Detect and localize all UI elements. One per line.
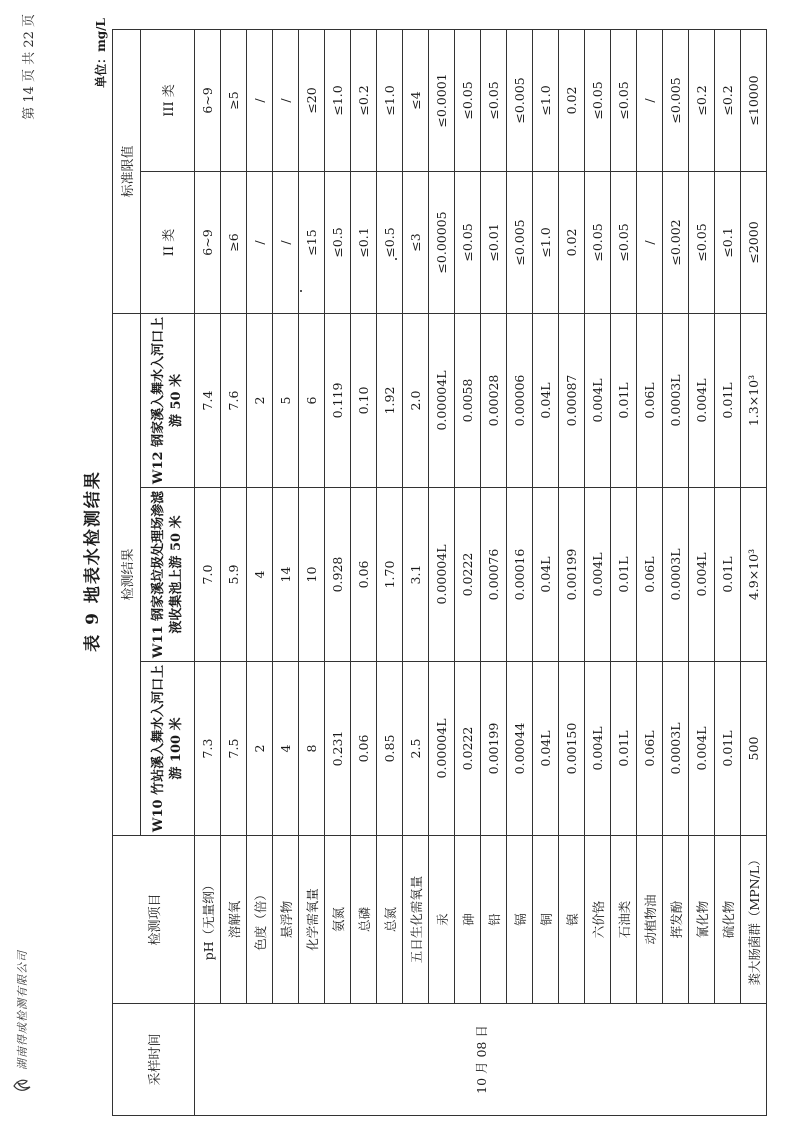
limit-class-iii: / bbox=[273, 29, 299, 171]
value-w12: 0.00087 bbox=[559, 313, 585, 487]
value-w11: 0.01L bbox=[715, 488, 741, 662]
limit-class-iii: ≤0.005 bbox=[663, 29, 689, 171]
value-w12: 1.3×10³ bbox=[741, 313, 767, 487]
item-name: 总磷 bbox=[351, 836, 377, 1004]
value-w12: 0.119 bbox=[325, 313, 351, 487]
limit-class-ii: ≤2000 bbox=[741, 171, 767, 313]
limit-class-iii: ≤0.2 bbox=[689, 29, 715, 171]
value-w10: 2.5 bbox=[403, 662, 429, 836]
value-w10: 0.00004L bbox=[429, 662, 455, 836]
table-row bbox=[455, 29, 481, 1115]
table-row bbox=[559, 29, 585, 1115]
limit-class-iii: ≤20 bbox=[299, 29, 325, 171]
value-w10: 8 bbox=[299, 662, 325, 836]
limit-class-ii: / bbox=[637, 171, 663, 313]
scan-speck bbox=[395, 258, 397, 260]
location-w10-header: W10 竹站溪入舞水入河口上游 100 米 bbox=[141, 662, 195, 836]
value-w10: 0.01L bbox=[611, 662, 637, 836]
table-row bbox=[299, 29, 325, 1115]
item-name: 砷 bbox=[455, 836, 481, 1004]
limit-class-ii: / bbox=[273, 171, 299, 313]
table-row bbox=[741, 29, 767, 1115]
value-w10: 0.06 bbox=[351, 662, 377, 836]
col-limits-header: 标准限值 bbox=[113, 29, 141, 313]
value-w11: 0.06 bbox=[351, 488, 377, 662]
table-title: 表 9 地表水检测结果 bbox=[83, 470, 103, 652]
value-w10: 0.004L bbox=[585, 662, 611, 836]
item-name: 六价铬 bbox=[585, 836, 611, 1004]
limit-class-iii: ≥5 bbox=[221, 29, 247, 171]
class-ii-header: II 类 bbox=[141, 171, 195, 313]
limit-class-iii: 0.02 bbox=[559, 29, 585, 171]
value-w11: 7.0 bbox=[195, 488, 221, 662]
value-w12: 7.4 bbox=[195, 313, 221, 487]
value-w11: 0.928 bbox=[325, 488, 351, 662]
item-name: 铅 bbox=[481, 836, 507, 1004]
limit-class-ii: ≤1.0 bbox=[533, 171, 559, 313]
value-w12: 2.0 bbox=[403, 313, 429, 487]
value-w11: 4.9×10³ bbox=[741, 488, 767, 662]
value-w12: 0.04L bbox=[533, 313, 559, 487]
limit-class-ii: ≤0.05 bbox=[689, 171, 715, 313]
limit-class-ii: 6~9 bbox=[195, 171, 221, 313]
company-name: 湖南得成检测有限公司 bbox=[16, 950, 29, 1070]
value-w12: 1.92 bbox=[377, 313, 403, 487]
item-name: 汞 bbox=[429, 836, 455, 1004]
scan-speck bbox=[300, 290, 302, 292]
value-w12: 0.00028 bbox=[481, 313, 507, 487]
limit-class-ii: ≤0.01 bbox=[481, 171, 507, 313]
limit-class-ii: ≤15 bbox=[299, 171, 325, 313]
value-w12: 2 bbox=[247, 313, 273, 487]
value-w11: 0.00016 bbox=[507, 488, 533, 662]
table-row bbox=[377, 29, 403, 1115]
value-w10: 7.5 bbox=[221, 662, 247, 836]
value-w12: 0.00004L bbox=[429, 313, 455, 487]
value-w10: 2 bbox=[247, 662, 273, 836]
company-header bbox=[12, 950, 32, 1096]
value-w10: 0.85 bbox=[377, 662, 403, 836]
value-w10: 4 bbox=[273, 662, 299, 836]
value-w11: 14 bbox=[273, 488, 299, 662]
class-iii-header: III 类 bbox=[141, 29, 195, 171]
table-row bbox=[325, 29, 351, 1115]
limit-class-iii: / bbox=[637, 29, 663, 171]
limit-class-iii: ≤1.0 bbox=[377, 29, 403, 171]
water-results-table bbox=[112, 29, 767, 1116]
value-w10: 0.0003L bbox=[663, 662, 689, 836]
value-w10: 0.00044 bbox=[507, 662, 533, 836]
limit-class-ii: ≤0.005 bbox=[507, 171, 533, 313]
item-name: 动植物油 bbox=[637, 836, 663, 1004]
limit-class-ii: ≤0.5 bbox=[325, 171, 351, 313]
table-row bbox=[429, 29, 455, 1115]
limit-class-ii: 0.02 bbox=[559, 171, 585, 313]
value-w12: 6 bbox=[299, 313, 325, 487]
table-row bbox=[351, 29, 377, 1115]
value-w10: 0.00150 bbox=[559, 662, 585, 836]
limit-class-ii: ≤0.5 bbox=[377, 171, 403, 313]
limit-class-iii: ≤1.0 bbox=[533, 29, 559, 171]
limit-class-iii: ≤0.05 bbox=[585, 29, 611, 171]
limit-class-ii: / bbox=[247, 171, 273, 313]
limit-class-ii: ≤0.002 bbox=[663, 171, 689, 313]
item-name: 粪大肠菌群（MPN/L） bbox=[741, 836, 767, 1004]
limit-class-iii: 6~9 bbox=[195, 29, 221, 171]
table-body bbox=[195, 29, 767, 1115]
item-name: 溶解氧 bbox=[221, 836, 247, 1004]
value-w12: 0.004L bbox=[585, 313, 611, 487]
value-w11: 3.1 bbox=[403, 488, 429, 662]
limit-class-ii: ≤0.1 bbox=[351, 171, 377, 313]
col-item-header: 检测项目 bbox=[113, 836, 195, 1004]
limit-class-iii: ≤0.2 bbox=[715, 29, 741, 171]
value-w12: 0.01L bbox=[611, 313, 637, 487]
value-w10: 0.06L bbox=[637, 662, 663, 836]
limit-class-iii: ≤4 bbox=[403, 29, 429, 171]
value-w12: 0.0003L bbox=[663, 313, 689, 487]
limit-class-ii: ≤3 bbox=[403, 171, 429, 313]
table-row bbox=[533, 29, 559, 1115]
limit-class-iii: ≤0.05 bbox=[611, 29, 637, 171]
value-w10: 0.0222 bbox=[455, 662, 481, 836]
limit-class-iii: ≤10000 bbox=[741, 29, 767, 171]
value-w12: 5 bbox=[273, 313, 299, 487]
item-name: 镉 bbox=[507, 836, 533, 1004]
table-row bbox=[637, 29, 663, 1115]
item-name: 石油类 bbox=[611, 836, 637, 1004]
value-w12: 0.06L bbox=[637, 313, 663, 487]
limit-class-iii: ≤0.05 bbox=[481, 29, 507, 171]
value-w11: 0.0222 bbox=[455, 488, 481, 662]
item-name: 化学需氧量 bbox=[299, 836, 325, 1004]
value-w10: 0.231 bbox=[325, 662, 351, 836]
limit-class-iii: ≤0.05 bbox=[455, 29, 481, 171]
value-w11: 0.01L bbox=[611, 488, 637, 662]
col-results-header: 检测结果 bbox=[113, 313, 141, 835]
table-row bbox=[611, 29, 637, 1115]
limit-class-iii: ≤1.0 bbox=[325, 29, 351, 171]
item-name: 悬浮物 bbox=[273, 836, 299, 1004]
table-row bbox=[715, 29, 741, 1115]
value-w11: 10 bbox=[299, 488, 325, 662]
table-row bbox=[663, 29, 689, 1115]
value-w11: 4 bbox=[247, 488, 273, 662]
value-w11: 1.70 bbox=[377, 488, 403, 662]
limit-class-ii: ≤0.05 bbox=[585, 171, 611, 313]
unit-label: 单位：mg/L bbox=[94, 18, 108, 88]
table-row bbox=[481, 29, 507, 1115]
page-number: 第 14 页 共 22 页 bbox=[22, 14, 37, 120]
item-name: 氨氮 bbox=[325, 836, 351, 1004]
table-row bbox=[507, 29, 533, 1115]
value-w12: 0.004L bbox=[689, 313, 715, 487]
location-w11-header: W11 钢家溪垃圾处理场渗滤液收集池上游 50 米 bbox=[141, 488, 195, 662]
value-w12: 7.6 bbox=[221, 313, 247, 487]
value-w12: 0.00006 bbox=[507, 313, 533, 487]
value-w11: 0.00076 bbox=[481, 488, 507, 662]
item-name: 硫化物 bbox=[715, 836, 741, 1004]
value-w12: 0.01L bbox=[715, 313, 741, 487]
value-w10: 7.3 bbox=[195, 662, 221, 836]
location-w12-header: W12 钢家溪入舞水入河口上游 50 米 bbox=[141, 313, 195, 487]
value-w10: 0.01L bbox=[715, 662, 741, 836]
table-row bbox=[221, 29, 247, 1115]
sampling-date: 10 月 08 日 bbox=[195, 1004, 767, 1116]
limit-class-ii: ≤0.05 bbox=[611, 171, 637, 313]
item-name: 镍 bbox=[559, 836, 585, 1004]
limit-class-ii: ≤0.05 bbox=[455, 171, 481, 313]
item-name: pH（无量纲） bbox=[195, 836, 221, 1004]
value-w11: 0.004L bbox=[585, 488, 611, 662]
table-row bbox=[273, 29, 299, 1115]
table-row bbox=[247, 29, 273, 1115]
item-name: 五日生化需氧量 bbox=[403, 836, 429, 1004]
table-row bbox=[195, 29, 221, 1115]
company-logo-icon bbox=[12, 1076, 32, 1096]
limit-class-iii: ≤0.0001 bbox=[429, 29, 455, 171]
value-w10: 0.004L bbox=[689, 662, 715, 836]
value-w10: 0.00199 bbox=[481, 662, 507, 836]
item-name: 氰化物 bbox=[689, 836, 715, 1004]
value-w11: 5.9 bbox=[221, 488, 247, 662]
value-w11: 0.004L bbox=[689, 488, 715, 662]
item-name: 挥发酚 bbox=[663, 836, 689, 1004]
limit-class-iii: ≤0.005 bbox=[507, 29, 533, 171]
value-w11: 0.06L bbox=[637, 488, 663, 662]
value-w11: 0.00199 bbox=[559, 488, 585, 662]
item-name: 总氮 bbox=[377, 836, 403, 1004]
value-w12: 0.0058 bbox=[455, 313, 481, 487]
col-sampling-time-header: 采样时间 bbox=[113, 1004, 195, 1116]
item-name: 铜 bbox=[533, 836, 559, 1004]
limit-class-ii: ≥6 bbox=[221, 171, 247, 313]
value-w12: 0.10 bbox=[351, 313, 377, 487]
value-w11: 0.0003L bbox=[663, 488, 689, 662]
value-w10: 0.04L bbox=[533, 662, 559, 836]
value-w11: 0.00004L bbox=[429, 488, 455, 662]
limit-class-ii: ≤0.00005 bbox=[429, 171, 455, 313]
item-name: 色度（倍） bbox=[247, 836, 273, 1004]
limit-class-iii: ≤0.2 bbox=[351, 29, 377, 171]
value-w10: 500 bbox=[741, 662, 767, 836]
table-row bbox=[585, 29, 611, 1115]
limit-class-iii: / bbox=[247, 29, 273, 171]
value-w11: 0.04L bbox=[533, 488, 559, 662]
limit-class-ii: ≤0.1 bbox=[715, 171, 741, 313]
table-row bbox=[689, 29, 715, 1115]
table-row bbox=[403, 29, 429, 1115]
